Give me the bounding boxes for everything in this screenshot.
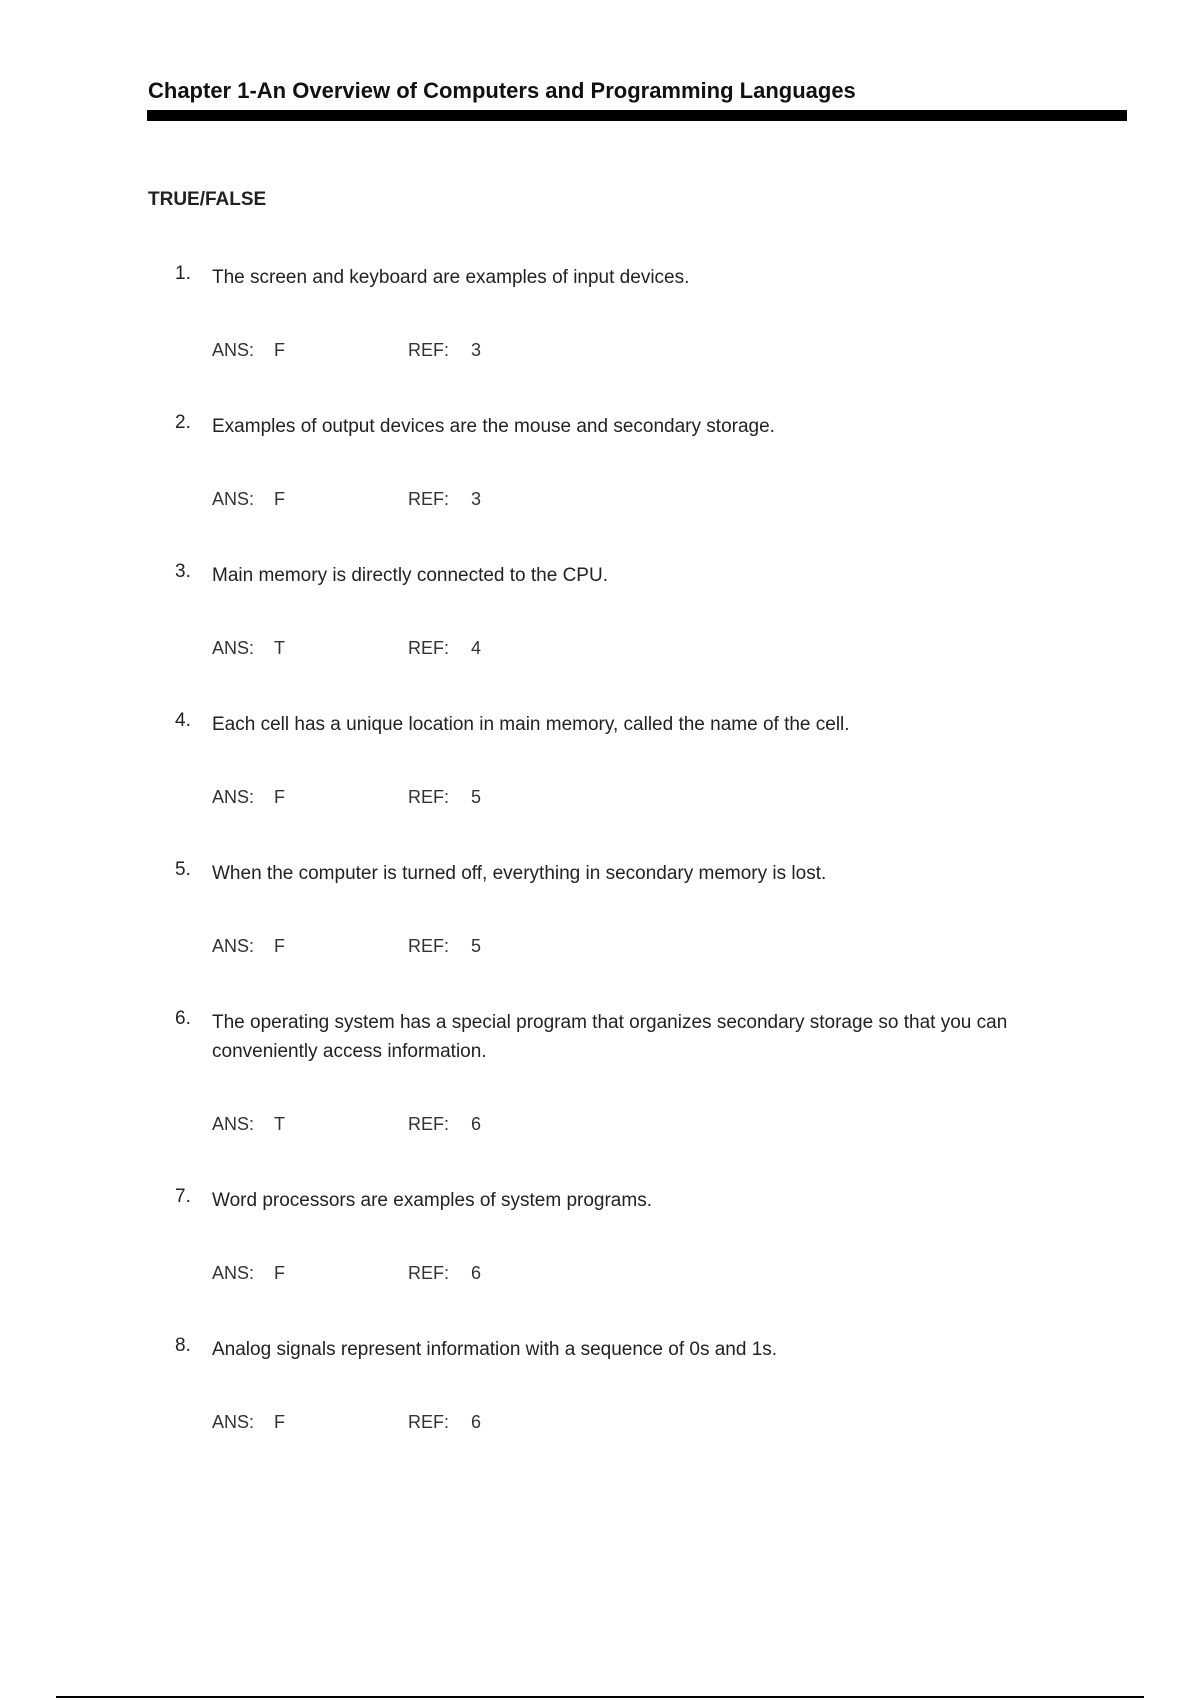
ans-label: ANS:: [212, 936, 255, 956]
ans-label: ANS:: [212, 340, 255, 360]
ans-label: ANS:: [212, 638, 255, 658]
ref-label: REF:: [408, 489, 450, 509]
question-text: The screen and keyboard are examples of input devices.: [212, 267, 690, 288]
question-text: Word processors are examples of system programs.: [212, 1190, 652, 1211]
ref-value: 3: [471, 340, 482, 360]
ans-value: F: [274, 1412, 285, 1432]
question-number: 4.: [175, 710, 191, 731]
ref-label: REF:: [408, 936, 450, 956]
ref-label: REF:: [408, 638, 450, 658]
ans-label: ANS:: [212, 1412, 255, 1432]
question-text: Analog signals represent information with a sequence of 0s and 1s.: [212, 1339, 778, 1360]
ans-value: F: [274, 787, 285, 807]
ref-value: 6: [471, 1412, 482, 1432]
section-heading: TRUE/FALSE: [148, 189, 267, 210]
page-header: [147, 78, 1127, 121]
ref-label: REF:: [408, 787, 450, 807]
ref-value: 6: [471, 1114, 482, 1134]
ref-label: REF:: [408, 1412, 450, 1432]
ref-value: 4: [471, 638, 482, 658]
ref-label: REF:: [408, 340, 450, 360]
ans-label: ANS:: [212, 489, 255, 509]
footer-rule: [56, 1696, 1144, 1698]
ref-value: 5: [471, 787, 482, 807]
ans-label: ANS:: [212, 787, 255, 807]
ref-value: 3: [471, 489, 482, 509]
question-number: 5.: [175, 859, 191, 880]
question-text: Main memory is directly connected to the CPU.: [212, 565, 608, 586]
ans-value: T: [274, 638, 285, 658]
question-number: 6.: [175, 1008, 191, 1029]
title-rule: [147, 110, 1127, 121]
ans-label: ANS:: [212, 1114, 255, 1134]
question-number: 3.: [175, 561, 191, 582]
question-number: 1.: [175, 263, 191, 284]
question-number: 8.: [175, 1335, 191, 1356]
ans-value: F: [274, 1263, 285, 1283]
question-text: Examples of output devices are the mouse and secondary storage.: [212, 416, 775, 437]
question-number: 2.: [175, 412, 191, 433]
question-text: The operating system has a special program that organizes secondary storage so that you can conveniently access information.: [212, 1012, 1008, 1062]
ref-value: 6: [471, 1263, 482, 1283]
ans-value: F: [274, 340, 285, 360]
ans-value: F: [274, 489, 285, 509]
ans-value: F: [274, 936, 285, 956]
question-text: Each cell has a unique location in main memory, called the name of the cell.: [212, 714, 850, 735]
ref-label: REF:: [408, 1114, 450, 1134]
question-text: When the computer is turned off, everything in secondary memory is lost.: [212, 863, 827, 884]
ref-label: REF:: [408, 1263, 450, 1283]
ref-value: 5: [471, 936, 482, 956]
question-number: 7.: [175, 1186, 191, 1207]
ans-label: ANS:: [212, 1263, 255, 1283]
page-title: Chapter 1-An Overview of Computers and Programming Languages: [148, 78, 856, 103]
ans-value: T: [274, 1114, 285, 1134]
